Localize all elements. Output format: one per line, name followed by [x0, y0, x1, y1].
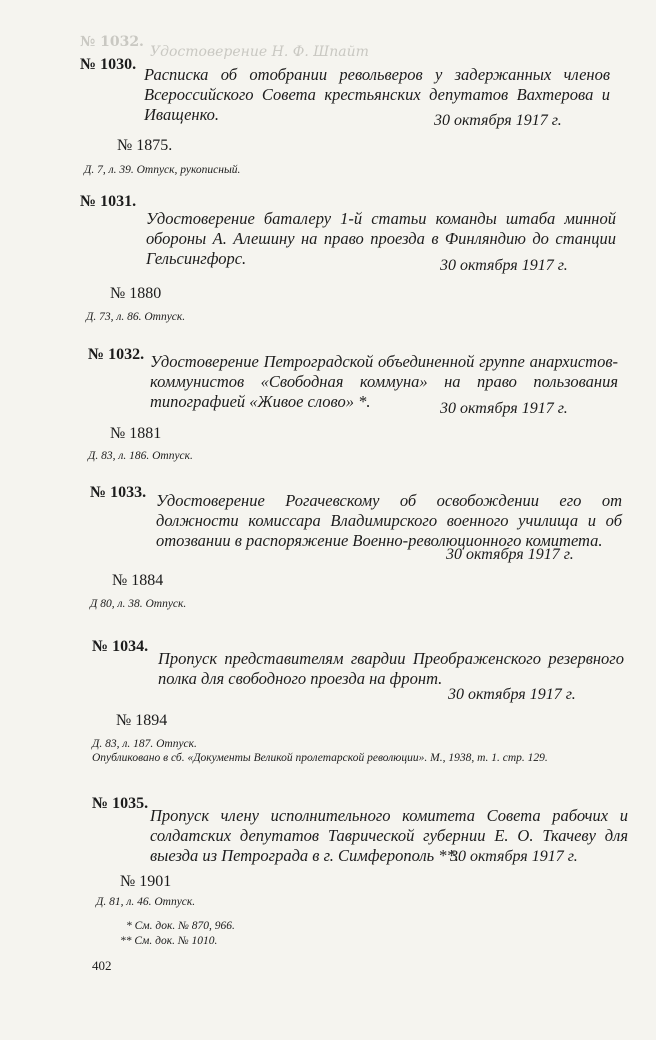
doc-title: Удостоверение Рогачевскому об освобождении его от должности комиссара Владимирского военного училища и об отозвании в распоряжение Военно-революционного комитета. — [156, 491, 622, 550]
doc-date: 30 октября 1917 г. — [440, 400, 568, 417]
doc-title: Расписка об отобрании револьверов у задержанных членов Всероссийского Совета крестьянских депутатов Вахтерова и Иващенко. — [144, 65, 610, 124]
doc-number: № 1032. — [88, 346, 145, 363]
doc-source-archive: Д. 83, л. 187. Отпуск. — [92, 738, 197, 750]
doc-title: Пропуск члену исполнительного комитета Совета рабочих и солдатских депутатов Таврической губернии Е. О. Ткачеву для выезда из Петрограда в г. Симферополь **. — [150, 806, 628, 865]
bleed-through-text: Удостоверение Н. Ф. Шпайт — [150, 44, 369, 60]
doc-source-publication: Опубликовано в сб. «Документы Великой пролетарской революции». М., 1938, т. 1. стр. 129. — [92, 752, 548, 764]
doc-source — [92, 737, 627, 765]
doc-registry-number: № 1881 — [110, 425, 162, 442]
page-number: 402 — [92, 958, 112, 973]
doc-registry-number: № 1880 — [110, 285, 162, 302]
doc-title: Пропуск представителям гвардии Преображенского резервного полка для свободного проезда на фронт. — [158, 649, 624, 688]
doc-date: 30 октября 1917 г. — [440, 257, 568, 274]
doc-number: № 1035. — [92, 795, 149, 812]
bleed-through-number: № 1032. — [80, 34, 144, 50]
doc-date: 30 октября 1917 г. — [450, 848, 578, 865]
footnote: ** См. док. № 1010. — [120, 935, 218, 947]
doc-title: Удостоверение Петроградской объединенной группе анархистов-коммунистов «Свободная коммуна» на право пользования типографией «Живое слово» *. — [150, 352, 618, 411]
doc-number: № 1034. — [92, 638, 149, 655]
doc-registry-number: № 1884 — [112, 572, 164, 589]
doc-registry-number: № 1901 — [120, 873, 172, 890]
doc-source: Д. 83, л. 186. Отпуск. — [88, 450, 193, 462]
doc-source: Д. 81, л. 46. Отпуск. — [96, 896, 196, 908]
doc-number: № 1031. — [80, 193, 137, 210]
doc-number: № 1033. — [90, 484, 147, 501]
doc-date: 30 октября 1917 г. — [446, 546, 574, 563]
doc-source: Д 80, л. 38. Отпуск. — [90, 598, 187, 610]
doc-registry-number: № 1894 — [116, 712, 168, 729]
doc-date: 30 октября 1917 г. — [448, 686, 576, 703]
doc-source: Д. 73, л. 86. Отпуск. — [86, 311, 186, 323]
doc-registry-number: № 1875. — [117, 137, 173, 154]
doc-number: № 1030. — [80, 56, 137, 73]
doc-date: 30 октября 1917 г. — [434, 112, 562, 129]
footnote: * См. док. № 870, 966. — [126, 920, 235, 932]
doc-source: Д. 7, л. 39. Отпуск, рукописный. — [84, 164, 241, 176]
doc-title: Удостоверение баталеру 1-й статьи команды штаба минной обороны А. Алешину на право проезда в Финляндию до станции Гельсингфорс. — [146, 209, 616, 268]
